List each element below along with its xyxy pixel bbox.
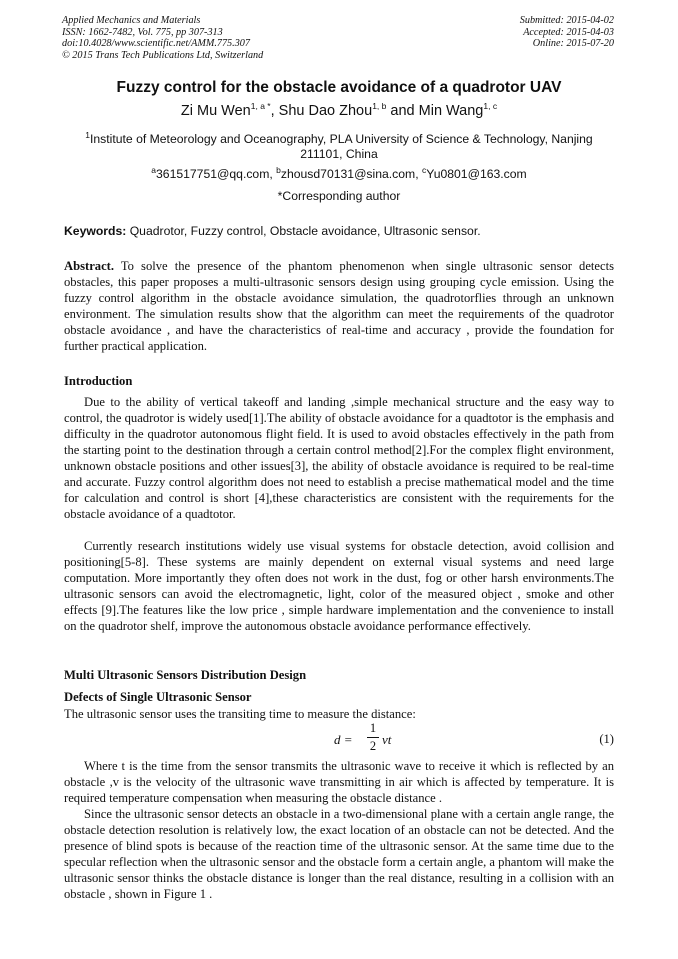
body-paragraph-detection: Since the ultrasonic sensor detects an obstacle in a two-dimensional plane with a certain angle range, the obstacle detection resolution is relatively low, the exact location of an obstacle can not be detected. And the presence of blind spots is because of the reaction time of the ultrasonic sensor. At the same time due to the specular reflection when the ultrasonic sensor and the obstacle form a certain angle, a phantom will make the ultrasonic sensor thinks the obstacle distance is longer than the real distance, resulting in a collision with an obstacle , shown in Figure 1 . — [64, 807, 614, 901]
affiliation-mark: 1 — [85, 129, 91, 140]
author-affiliation-mark: 1, c — [483, 101, 498, 112]
author-name: Min Wang — [418, 103, 484, 119]
journal-doi: doi:10.4028/www.scientific.net/AMM.775.307 — [62, 38, 250, 50]
online-date: Online: 2015-07-20 — [532, 38, 614, 50]
equation-lead-text: The ultrasonic sensor uses the transiting time to measure the distance: — [64, 707, 416, 721]
author-list: Zi Mu Wen$^{1, a *}$, Shu Dao Zhou$^{1, b}$ and Min Wang$^{1, c}$ — [180, 101, 498, 119]
fraction-bar — [367, 737, 379, 738]
author-name: Shu Dao Zhou — [278, 103, 373, 119]
journal-issn: ISSN: 1662-7482, Vol. 775, pp 307-313 — [62, 26, 223, 38]
submitted-date: Submitted: 2015-04-02 — [519, 15, 614, 26]
affiliation-text: Institute of Meteorology and Oceanography, PLA University of Science & Technology, Nanjing 211101, China — [90, 132, 593, 161]
journal-header-left — [62, 15, 263, 61]
author-connector: and — [390, 103, 415, 119]
keywords-label: Keywords: — [64, 224, 127, 238]
author-emails — [0, 164, 678, 181]
email-mark: b — [276, 164, 281, 175]
journal-copyright: © 2015 Trans Tech Publications Ltd, Switzerland — [62, 49, 264, 61]
author-name: Zi Mu Wen — [180, 103, 251, 119]
equation-rhs: vt — [382, 732, 392, 747]
email-a: 361517751@qq.com, — [156, 167, 273, 181]
equation-lhs: d = — [334, 732, 353, 747]
journal-name: Applied Mechanics and Materials — [62, 15, 201, 26]
accepted-date: Accepted: 2015-04-03 — [523, 26, 614, 38]
abstract — [64, 258, 614, 354]
email-mark: c — [421, 164, 427, 175]
equation-fraction — [367, 721, 379, 754]
corresponding-author-note: *Corresponding author — [277, 189, 401, 203]
section-heading-sensor-design: Multi Ultrasonic Sensors Distribution Design — [64, 668, 307, 682]
intro-paragraph-1: Due to the ability of vertical takeoff and landing ,simple mechanical structure and the easy way to control, the quadrotor is widely used[1].The ability of obstacle avoidance for a quadtotor is the emphasis and difficulty in the quadrotor autonomous flight field. It is used to avoid obstacles effectively in the path from the starting point to the destination through a certain control method[2].For the complex flight environment, unknown obstacle positions and other issues[3], the ability of obstacle avoidance is required to be real-time and accurate. Fuzzy control algorithm does not need to establish a precise mathematical model and the time for calculation and control is short [4],these characteristics are consistent with the requirements for the obstacle avoidance of a quadtotor. — [64, 395, 614, 521]
author-affiliation-mark: 1, b — [372, 101, 387, 112]
keywords — [64, 224, 614, 238]
body-paragraph-where: Where t is the time from the sensor transmits the ultrasonic wave to receive it which is reflected by an obstacle ,v is the velocity of the ultrasonic wave transmitting in air which is affected by temperature. It is required temperature compensation when measuring the obstacle distance . — [64, 759, 614, 805]
author-affiliation-mark: 1, a * — [250, 101, 271, 112]
email-b: zhousd70131@sina.com, — [280, 167, 419, 181]
section-heading-introduction: Introduction — [64, 374, 133, 388]
affiliation — [78, 129, 600, 162]
fraction-denominator: 2 — [369, 739, 377, 753]
paper-title: Fuzzy control for the obstacle avoidance of a quadrotor UAV — [116, 79, 562, 96]
equation-1 — [64, 721, 614, 761]
abstract-text: To solve the presence of the phantom phenomenon when single ultrasonic sensor detects obstacles, this paper proposes a multi-ultrasonic sensors design using grouping cycle emission. Using the fuzzy control algorithm in the obstacle avoidance simulation, the quadrotorflies through an unknown environment. The simulation results show that the algorithm can meet the requirements of the quadrotor obstacle avoidance , and have the characteristics of real-time and accuracy , provide the foundation for further practical application. — [64, 259, 614, 353]
abstract-label: Abstract. — [64, 259, 115, 273]
email-c: Yu0801@163.com — [426, 167, 527, 181]
subsection-heading-single-sensor: Defects of Single Ultrasonic Sensor — [64, 690, 252, 704]
journal-header-right — [520, 15, 614, 50]
intro-paragraph-2: Currently research institutions widely use visual systems for obstacle detection, avoid collision and positioning[5-8]. These systems are mainly dependent on external visual systems and need large computation. More importantly they often does not work in the dust, fog or other harsh environments.The ultrasonic sensors can avoid the electromagnetic, light, color of the measured object , smoke and other effects [9].The features like the low price , simple hardware implementation and the convenience to install on the quadrotor shelf, improve the autonomous obstacle avoidance performance effectively. — [64, 539, 614, 633]
fraction-numerator: 1 — [369, 721, 377, 735]
keywords-text: Quadrotor, Fuzzy control, Obstacle avoidance, Ultrasonic sensor. — [129, 224, 481, 238]
email-mark: a — [151, 164, 157, 175]
equation-number: (1) — [599, 732, 614, 746]
